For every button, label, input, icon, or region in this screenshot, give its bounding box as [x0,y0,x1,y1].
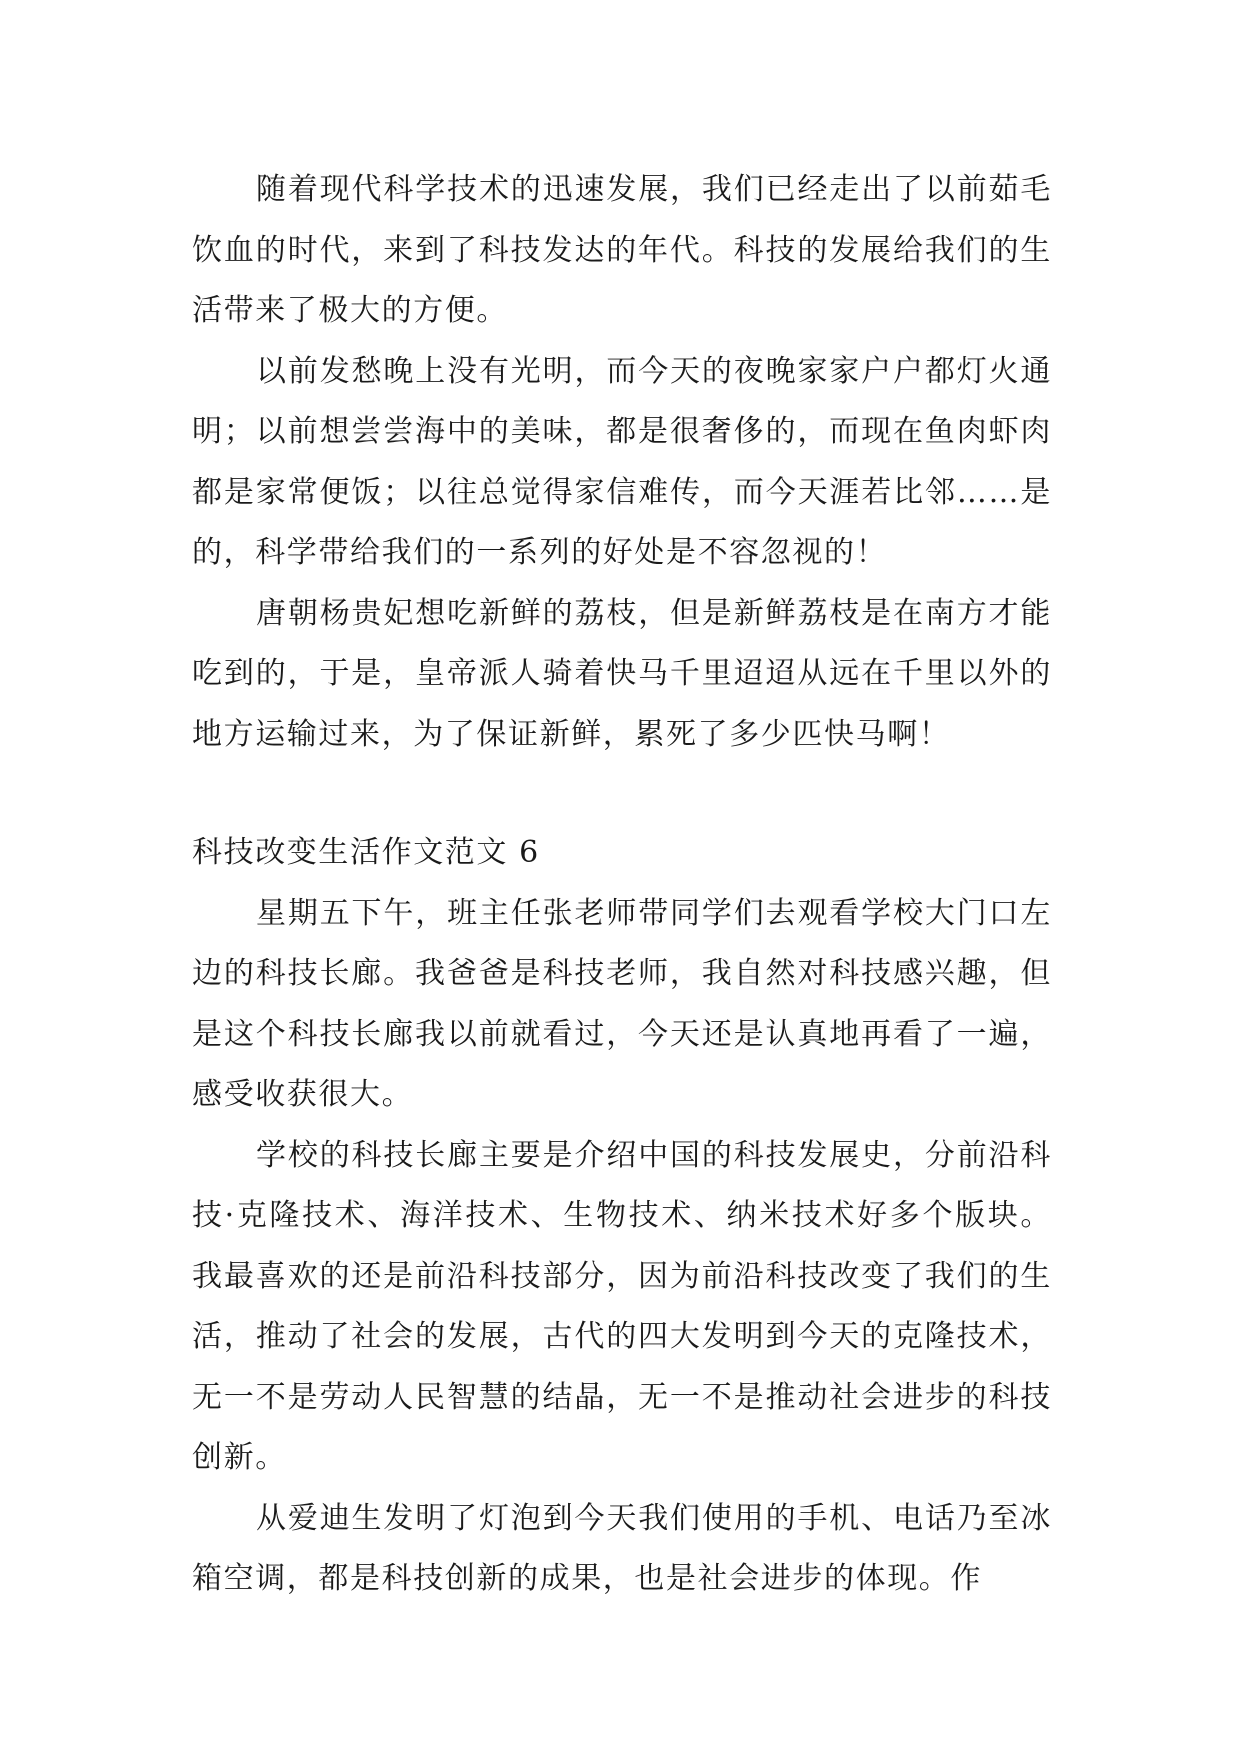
paragraph: 从爱迪生发明了灯泡到今天我们使用的手机、电话乃至冰箱空调，都是科技创新的成果，也是社会进步的体现。作 [192,1500,1052,1596]
paragraph: 随着现代科学技术的迅速发展，我们已经走出了以前茹毛饮血的时代，来到了科技发达的年代。科技的发展给我们的生活带来了极大的方便。 [192,172,1052,328]
paragraph: 以前发愁晚上没有光明，而今天的夜晚家家户户都灯火通明；以前想尝尝海中的美味，都是很奢侈的，而现在鱼肉虾肉都是家常便饭；以往总觉得家信难传，而今天涯若比邻……是的，科学带给我们的一系列的好处是不容忽视的！ [192,353,1052,570]
section-heading: 科技改变生活作文范文 6 [192,835,540,870]
paragraph: 学校的科技长廊主要是介绍中国的科技发展史，分前沿科技·克隆技术、海洋技术、生物技术、纳米技术好多个版块。 我最喜欢的还是前沿科技部分，因为前沿科技改变了我们的生活，推动了社会的发展，古代的四大发明到今天的克隆技术，无一不是劳动人民智慧的结晶，无一不是推动社会进步的科技创新。 [192,1137,1052,1475]
paragraph: 唐朝杨贵妃想吃新鲜的荔枝，但是新鲜荔枝是在南方才能吃到的，于是，皇帝派人骑着快马千里迢迢从远在千里以外的地方运输过来，为了保证新鲜，累死了多少匹快马啊！ [192,595,1052,752]
paragraph: 星期五下午，班主任张老师带同学们去观看学校大门口左边的科技长廊。我爸爸是科技老师，我自然对科技感兴趣，但是这个科技长廊我以前就看过，今天还是认真地再看了一遍，感受收获很大。 [192,895,1052,1112]
document-body [192,160,1052,1610]
